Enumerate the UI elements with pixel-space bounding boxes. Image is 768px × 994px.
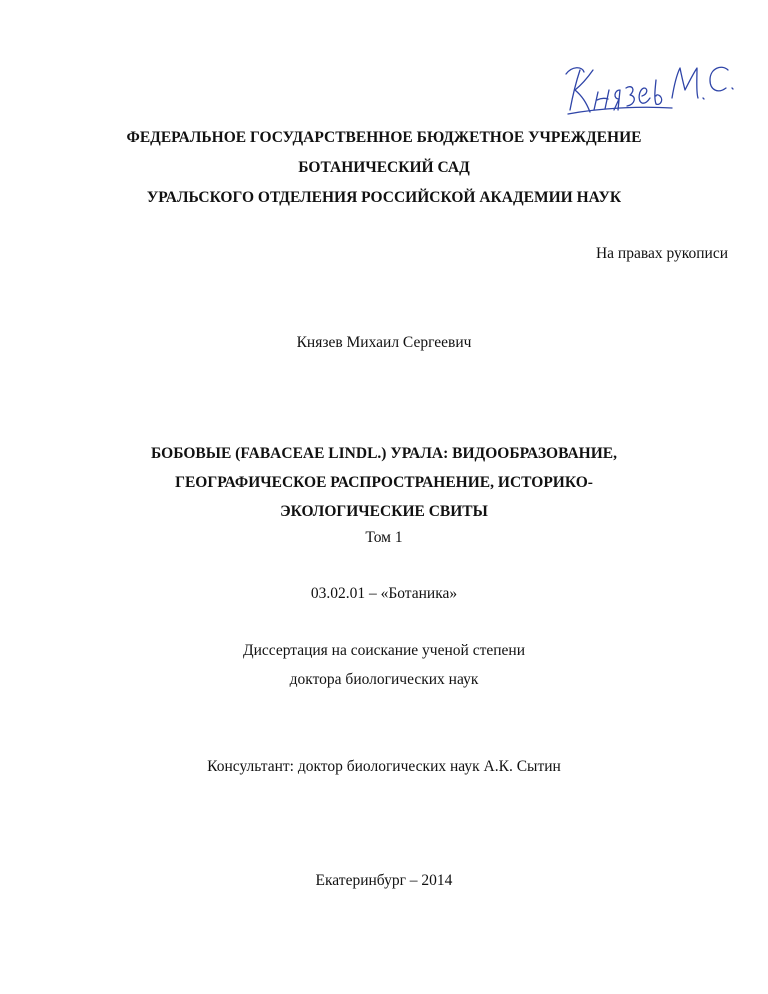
author-name: Князев Михаил Сергеевич [296,334,472,351]
institution-line-1: ФЕДЕРАЛЬНОЕ ГОСУДАРСТВЕННОЕ БЮДЖЕТНОЕ УЧРЕЖДЕНИЕ [126,129,642,146]
institution-line-2: БОТАНИЧЕСКИЙ САД [298,159,470,176]
volume-label: Том 1 [365,529,403,546]
institution-line-3: УРАЛЬСКОГО ОТДЕЛЕНИЯ РОССИЙСКОЙ АКАДЕМИИ НАУК [146,189,622,206]
consultant-line: Консультант: доктор биологических наук А.К. Сытин [207,758,561,775]
dissertation-title-line-2: ГЕОГРАФИЧЕСКОЕ РАСПРОСТРАНЕНИЕ, ИСТОРИКО- [175,474,593,491]
dissertation-title-line-3: ЭКОЛОГИЧЕСКИЕ СВИТЫ [280,503,488,520]
degree-line-2: доктора биологических наук [289,671,479,688]
city-year: Екатеринбург – 2014 [315,872,453,889]
manuscript-note: На правах рукописи [595,245,728,262]
degree-line-1: Диссертация на соискание ученой степени [243,642,525,659]
specialty-code: 03.02.01 – «Ботаника» [310,585,458,602]
handwritten-signature [560,58,750,124]
dissertation-title-line-1: БОБОВЫЕ (FABACEAE LINDL.) УРАЛА: ВИДООБРАЗОВАНИЕ, [151,445,617,462]
